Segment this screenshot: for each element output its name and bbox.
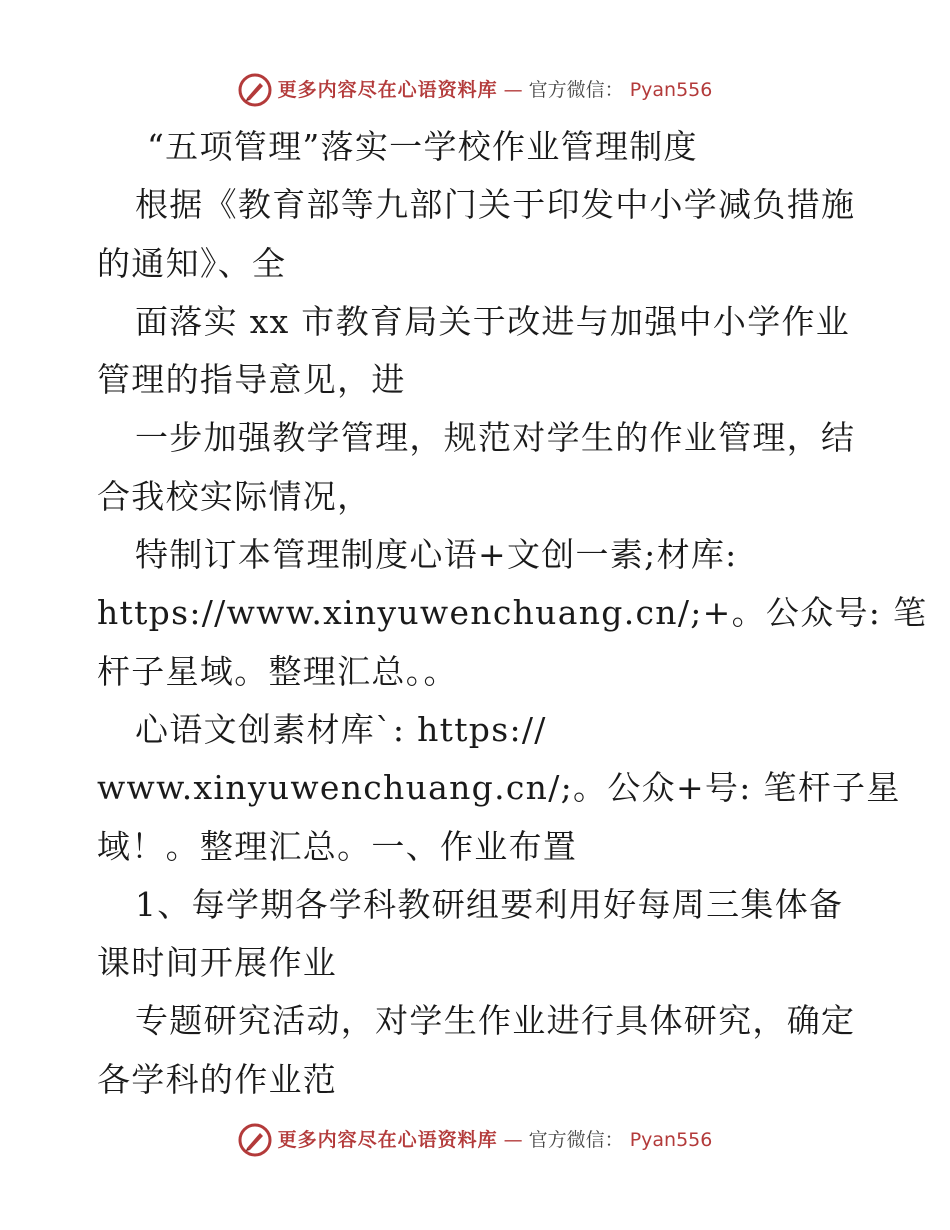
banner-wechat-id: Pyan556 <box>629 1129 713 1151</box>
paragraph-line: 课时间开展作业 <box>97 943 338 983</box>
paragraph-line: 专题研究活动，对学生作业进行具体研究，确定 <box>135 1001 856 1041</box>
document-body <box>97 118 928 1109</box>
paragraph-line: 管理的指导意见，进 <box>97 360 406 400</box>
banner-wechat-label: 官方微信： <box>528 79 624 101</box>
footer-banner <box>0 1120 950 1160</box>
paragraph-line: 域！。整理汇总。一、作业布置 <box>97 826 578 866</box>
paragraph-line: 根据《教育部等九部门关于印发中小学减负措施 <box>135 185 856 225</box>
paragraph-line: 面落实 xx 市教育局关于改进与加强中小学作业 <box>135 301 851 341</box>
paragraph-line: 各学科的作业范 <box>97 1059 338 1099</box>
banner-text: 更多内容尽在心语资料库 <box>277 79 498 101</box>
paragraph-line: 1、每学期各学科教研组要利用好每周三集体备 <box>135 884 844 924</box>
paragraph-line: 合我校实际情况， <box>97 476 372 516</box>
banner-separator: — <box>503 1129 523 1151</box>
banner-wechat-label: 官方微信： <box>528 1129 624 1151</box>
banner-separator: — <box>503 79 523 101</box>
paragraph-line: 杆子星域。整理汇总。。 <box>97 651 458 691</box>
banner-text: 更多内容尽在心语资料库 <box>277 1129 498 1151</box>
paragraph-line: 一步加强教学管理，规范对学生的作业管理，结 <box>135 418 856 458</box>
document-title: “五项管理”落实一学校作业管理制度 <box>147 127 698 166</box>
paragraph-line: https://www.xinyuwenchuang.cn/;+。公众号: 笔 <box>97 593 928 633</box>
paragraph-line: www.xinyuwenchuang.cn/;。公众+号: 笔杆子星 <box>97 768 901 808</box>
paragraph-line: 心语文创素材库`: https:// <box>135 709 547 749</box>
banner-wechat-id: Pyan556 <box>629 79 713 101</box>
paragraph-line: 特制订本管理制度心语+文创一素;材库: <box>135 535 738 575</box>
pen-logo-icon <box>238 73 272 107</box>
paragraph-line: 的通知》、全 <box>97 243 287 283</box>
header-banner <box>0 70 950 110</box>
pen-logo-icon <box>238 1123 272 1157</box>
